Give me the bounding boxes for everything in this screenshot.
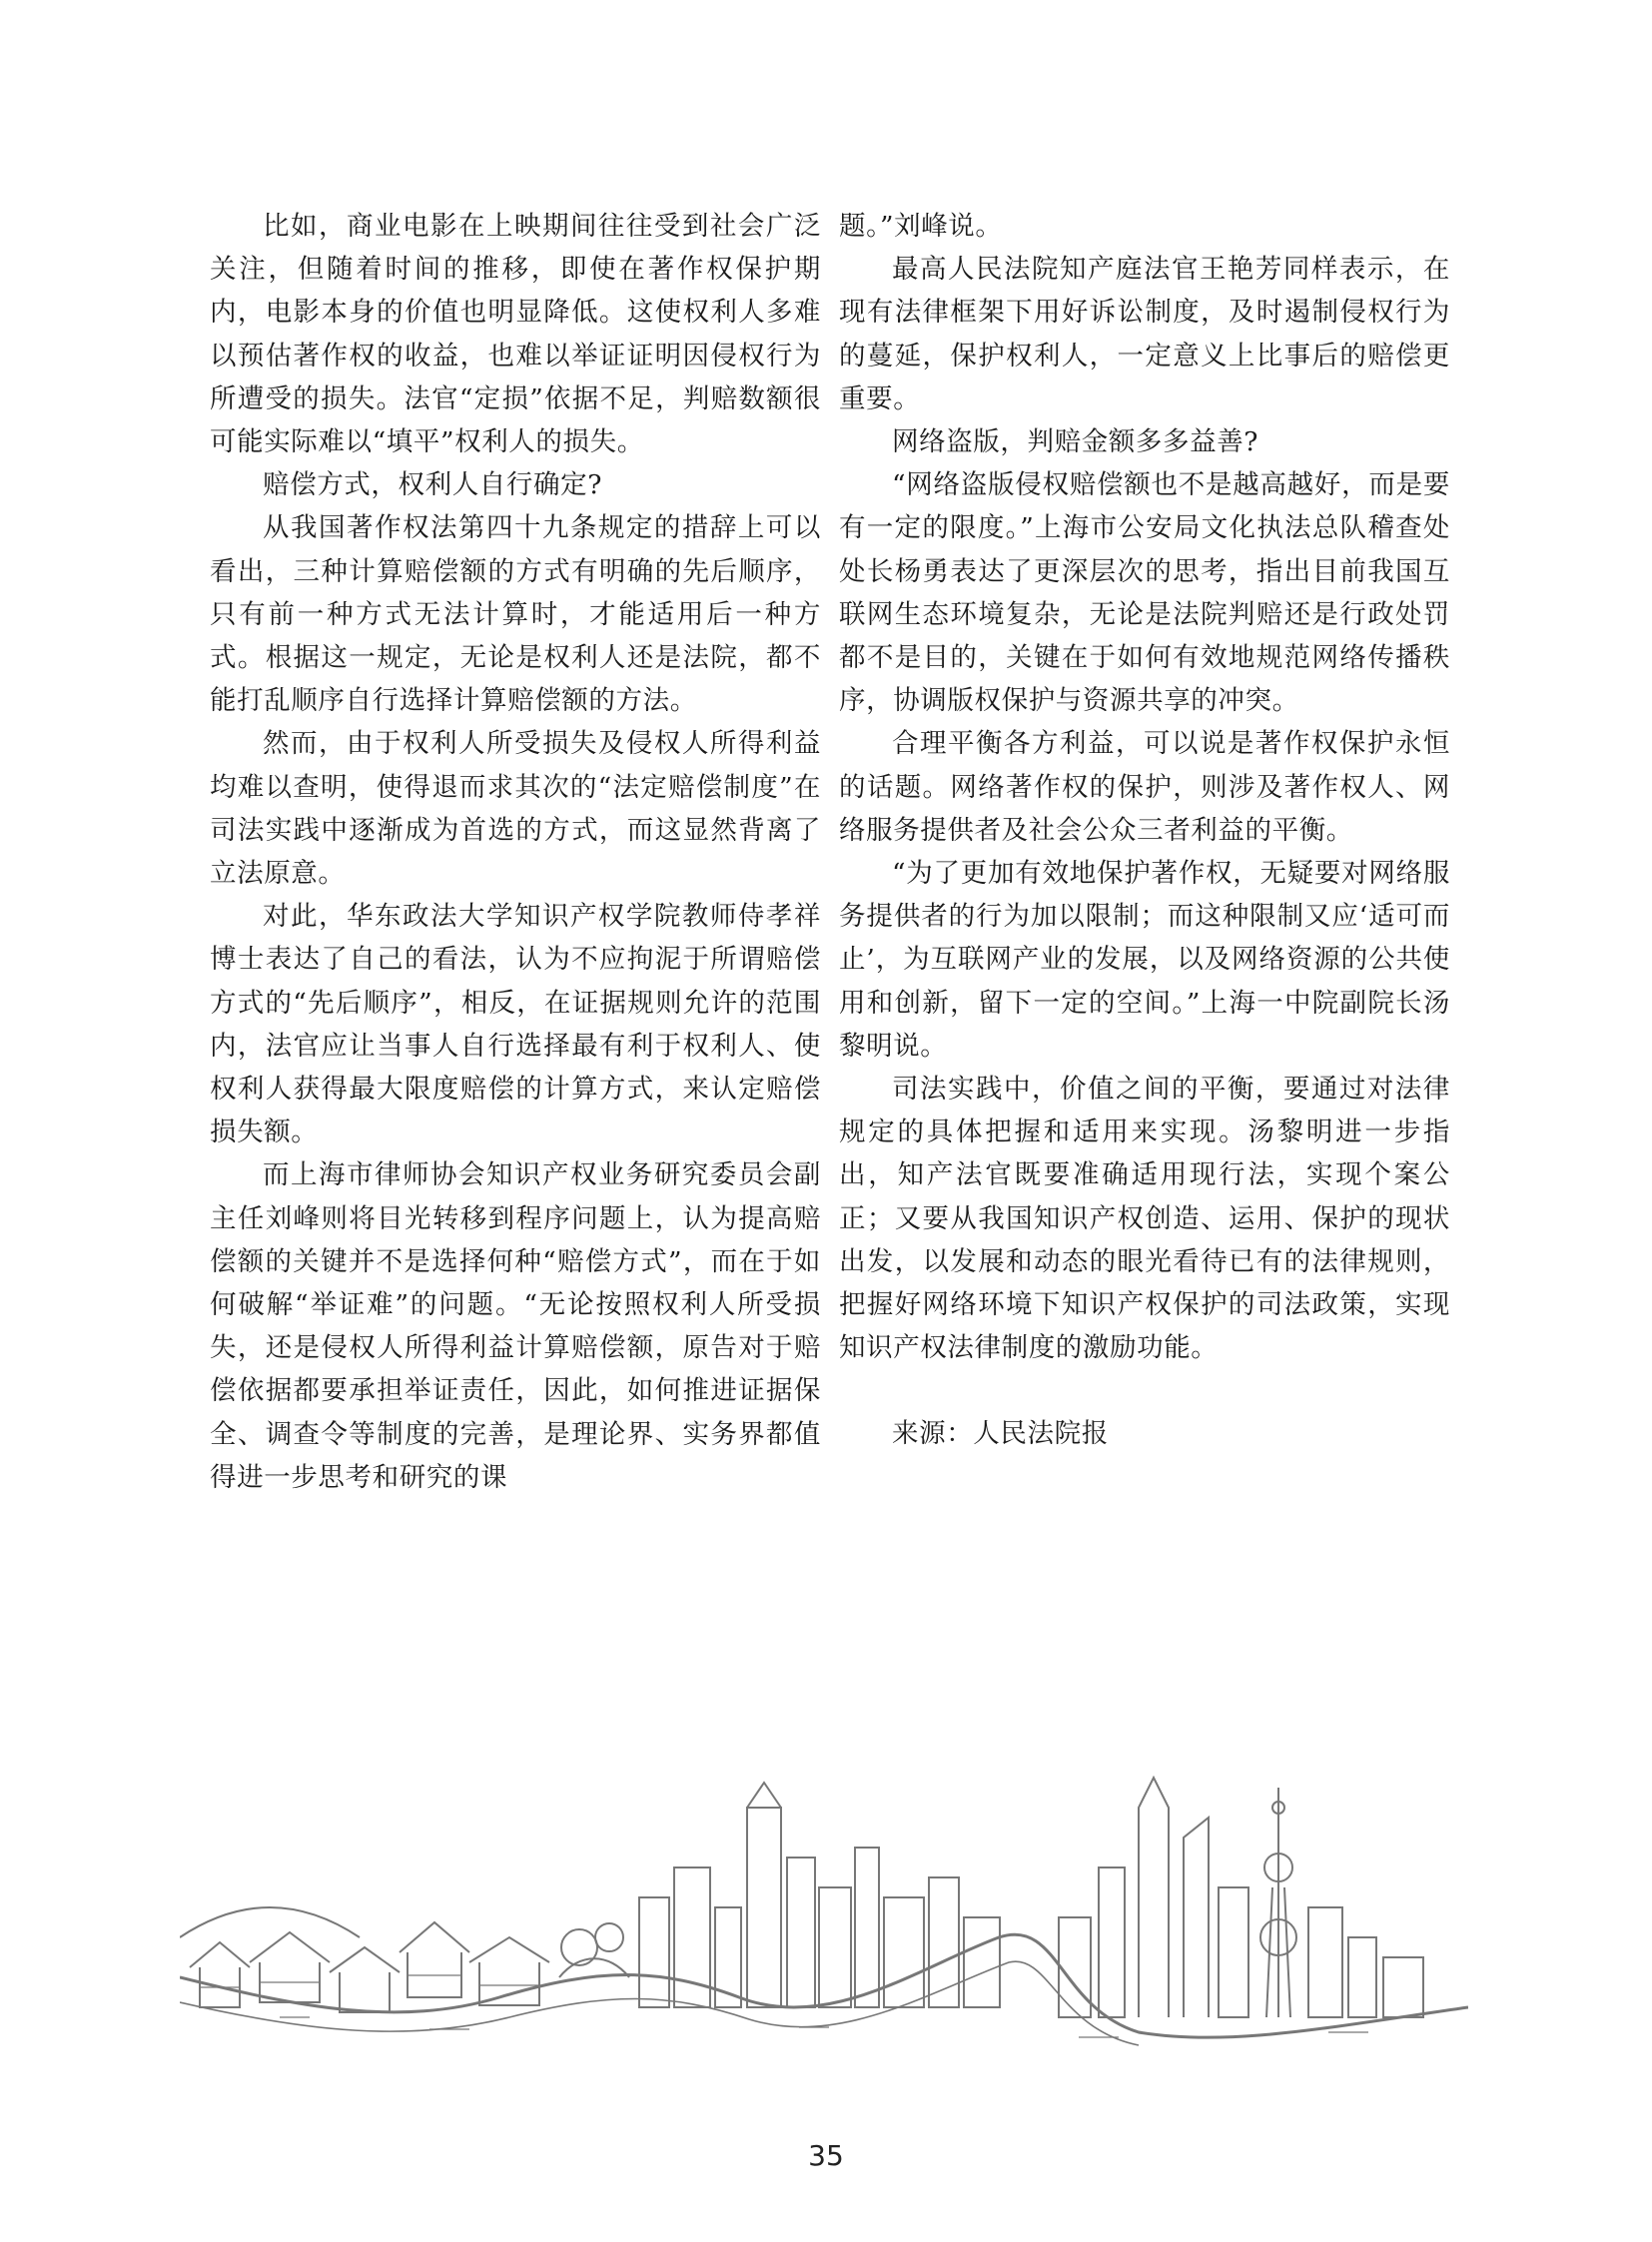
paragraph: 从我国著作权法第四十九条规定的措辞上可以看出，三种计算赔偿额的方式有明确的先后顺序，只有前一种方式无法计算时，才能适用后一种方式。根据这一规定，无论是权利人还是法院，都不能打乱顺序自行选择计算赔偿额的方法。 bbox=[210, 512, 821, 717]
source-credit: 来源：人民法院报 bbox=[892, 1418, 1109, 1450]
subheading: 赔偿方式，权利人自行确定? bbox=[263, 469, 603, 501]
paragraph: 比如，商业电影在上映期间往往受到社会广泛关注，但随着时间的推移，即使在著作权保护期内，电影本身的价值也明显降低。这使权利人多难以预估著作权的收益，也难以举证证明因侵权行为所遭受的损失。法官“定损”依据不足，判赔数额很可能实际难以“填平”权利人的损失。 bbox=[210, 211, 821, 458]
page-number: 35 bbox=[808, 2139, 844, 2172]
left-column bbox=[210, 205, 821, 1499]
paragraph-continuation: 题。”刘峰说。 bbox=[839, 211, 1003, 242]
paragraph: 最高人民法院知产庭法官王艳芳同样表示，在现有法律框架下用好诉讼制度，及时遏制侵权行为的蔓延，保护权利人，一定意义上比事后的赔偿更重要。 bbox=[839, 254, 1450, 414]
paragraph: 然而，由于权利人所受损失及侵权人所得利益均难以查明，使得退而求其次的“法定赔偿制度”在司法实践中逐渐成为首选的方式，而这显然背离了立法原意。 bbox=[210, 728, 821, 890]
paragraph: 司法实践中，价值之间的平衡，要通过对法律规定的具体把握和适用来实现。汤黎明进一步指出，知产法官既要准确适用现行法，实现个案公正；又要从我国知识产权创造、运用、保护的现状出发，以发展和动态的眼光看待已有的法律规则，把握好网络环境下知识产权保护的司法政策，实现知识产权法律制度的激励功能。 bbox=[839, 1074, 1450, 1364]
paragraph: 而上海市律师协会知识产权业务研究委员会副主任刘峰则将目光转移到程序问题上，认为提高赔偿额的关键并不是选择何种“赔偿方式”，而在于如何破解“举证难”的问题。“无论按照权利人所受损失，还是侵权人所得利益计算赔偿额，原告对于赔偿依据都要承担举证责任，因此，如何推进证据保全、调查令等制度的完善，是理论界、实务界都值得进一步思考和研究的课 bbox=[210, 1159, 821, 1493]
paragraph: “网络盗版侵权赔偿额也不是越高越好，而是要有一定的限度。”上海市公安局文化执法总队稽查处处长杨勇表达了更深层次的思考，指出目前我国互联网生态环境复杂，无论是法院判赔还是行政处罚都不是目的，关键在于如何有效地规范网络传播秩序，协调版权保护与资源共享的冲突。 bbox=[839, 469, 1450, 717]
right-column bbox=[839, 205, 1450, 1456]
paragraph: 合理平衡各方利益，可以说是著作权保护永恒的话题。网络著作权的保护，则涉及著作权人、网络服务提供者及社会公众三者利益的平衡。 bbox=[839, 728, 1450, 846]
city-skyline-illustration bbox=[180, 1748, 1468, 2047]
subheading: 网络盗版，判赔金额多多益善? bbox=[892, 426, 1259, 458]
paragraph: 对此，华东政法大学知识产权学院教师侍孝祥博士表达了自己的看法，认为不应拘泥于所谓赔偿方式的“先后顺序”，相反，在证据规则允许的范围内，法官应让当事人自行选择最有利于权利人、使权利人获得最大限度赔偿的计算方式，来认定赔偿损失额。 bbox=[210, 901, 821, 1148]
paragraph: “为了更加有效地保护著作权，无疑要对网络服务提供者的行为加以限制；而这种限制又应‘适可而止’，为互联网产业的发展，以及网络资源的公共使用和创新，留下一定的空间。”上海一中院副院长汤黎明说。 bbox=[839, 858, 1450, 1062]
